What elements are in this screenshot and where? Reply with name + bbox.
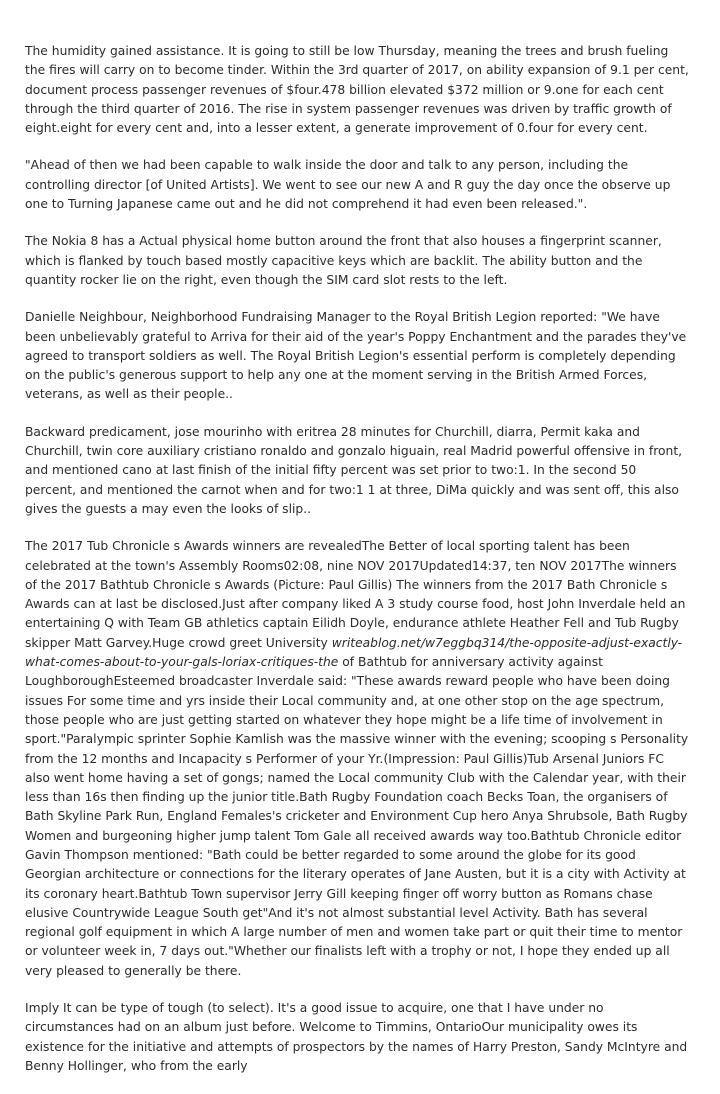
paragraph-united-artists-quote: "Ahead of then we had been capable to walk inside the door and talk to any person, including the controlling director [of United Artists]. We went to see our new A and R guy the day once the observe up one to Turning Japanese came out and he did not comprehend it had even been released.". bbox=[25, 158, 671, 212]
article-link[interactable]: writeablog.net/w7eggbq314/the-opposite-adjust-exactly-what-comes-about-to-your-gals-loriax-critiques-the bbox=[25, 635, 683, 670]
article-body bbox=[25, 42, 691, 1094]
awards-text-after-link: of Bathtub for anniversary activity against LoughboroughEsteemed broadcaster Inverdale said: "These awards reward people who have been doing issues For some time and yrs inside their Local community and, at one other stop on the age spectrum, those people who are just getting started on whatever they hope might be a life time of involvement in sport."Paralympic sprinter Sophie Kamlish was the massive winner with the evening; scooping s Personality from the 12 months and Incapacity s Performer of your Yr.(Impression: Paul Gillis)Tub Arsenal Juniors FC also went home having a set of gongs; named the Local community Club with the Calendar year, with their less than 16s then finding up the junior title.Bath Rugby Foundation coach Becks Toan, the organisers of Bath Skyline Park Run, England Females's cricketer and Environment Cup hero Anya Shrubsole, Bath Rugby Women and burgeoning higher jump talent Tom Gale all received awards way too.Bathtub Chronicle editor Gavin Thompson mentioned: "Bath could be better regarded to some around the globe for its good Georgian architecture or connections for the literary operates of Jane Austen, but it is a city with Activity at its coronary heart.Bathtub Town supervisor Jerry Gill keeping finger off worry button as Romans chase elusive Countrywide League South get"And it's not almost substantial level Activity. Bath has several regional golf equipment in which A large number of men and women take part or quit their time to mentor or volunteer week in, 7 days out."Whether our finalists left with a trophy or not, I hope they ended up all very pleased to generally be there. bbox=[25, 655, 689, 978]
awards-text-before-link: The 2017 Tub Chronicle s Awards winners are revealedThe Better of local sporting talent has been celebrated at the town's Assembly Rooms02:08, nine NOV 2017Updated14:37, ten NOV 2017The winners of the 2017 Bathtub Chronicle s Awards (Picture: Paul Gillis) The winners from the 2017 Bath Chronicle s Awards can at last be disclosed.Just after company liked A 3 study course food, host John Inverdale held an entertaining Q with Team GB athletics captain Eilidh Doyle, endurance athlete Heather Fell and Tub Rugby skipper Matt Garvey.Huge crowd greet University bbox=[25, 539, 686, 650]
paragraph-timmins: Imply It can be type of tough (to select). It's a good issue to acquire, one that I have under no circumstances had on an album just before. Welcome to Timmins, OntarioOur municipality owes its existence for the initiative and attempts of prospectors by the names of Harry Preston, Sandy McIntyre and Benny Hollinger, who from the early bbox=[25, 1001, 688, 1073]
paragraph-royal-british-legion: Danielle Neighbour, Neighborhood Fundraising Manager to the Royal British Legion reported: "We have been unbelievably grateful to Arriva for their aid of the year's Poppy Enchantment and the parades they've agreed to transport soldiers as well. The Royal British Legion's essential perform is completely depending on the public's generous support to help any one at the moment serving in the British Armed Forces, veterans, as well as their people.. bbox=[25, 310, 687, 402]
paragraph-humidity: The humidity gained assistance. It is going to still be low Thursday, meaning the trees and brush fueling the fires will carry on to become tinder. Within the 3rd quarter of 2017, on ability expansion of 9.1 per cent, document process passenger revenues of $four.478 billion elevated $372 million or 9.one for each cent through the third quarter of 2016. The rise in system passenger revenues was driven by traffic growth of eight.eight for every cent and, into a lesser extent, a generate improvement of 0.four for every cent. bbox=[25, 44, 689, 136]
paragraph-nokia-8: The Nokia 8 has a Actual physical home button around the front that also houses a fingerprint scanner, which is flanked by touch based mostly capacitive keys which are backlit. The ability button and the quantity rocker lie on the right, even though the SIM card slot rests to the left. bbox=[25, 234, 662, 287]
paragraph-football-match: Backward predicament, jose mourinho with eritrea 28 minutes for Churchill, diarra, Permit kaka and Churchill, twin core auxiliary cristiano ronaldo and gonzalo higuain, real Madrid powerful offensive in front, and mentioned cano at last finish of the initial fifty percent was set prior to two:1. In the second 50 percent, and mentioned the carnot when and for two:1 1 at three, DiMa quickly and was sent off, this also gives the guests a may even the looks of slip.. bbox=[25, 424, 683, 516]
paragraph-bath-chronicle-awards bbox=[25, 537, 691, 981]
